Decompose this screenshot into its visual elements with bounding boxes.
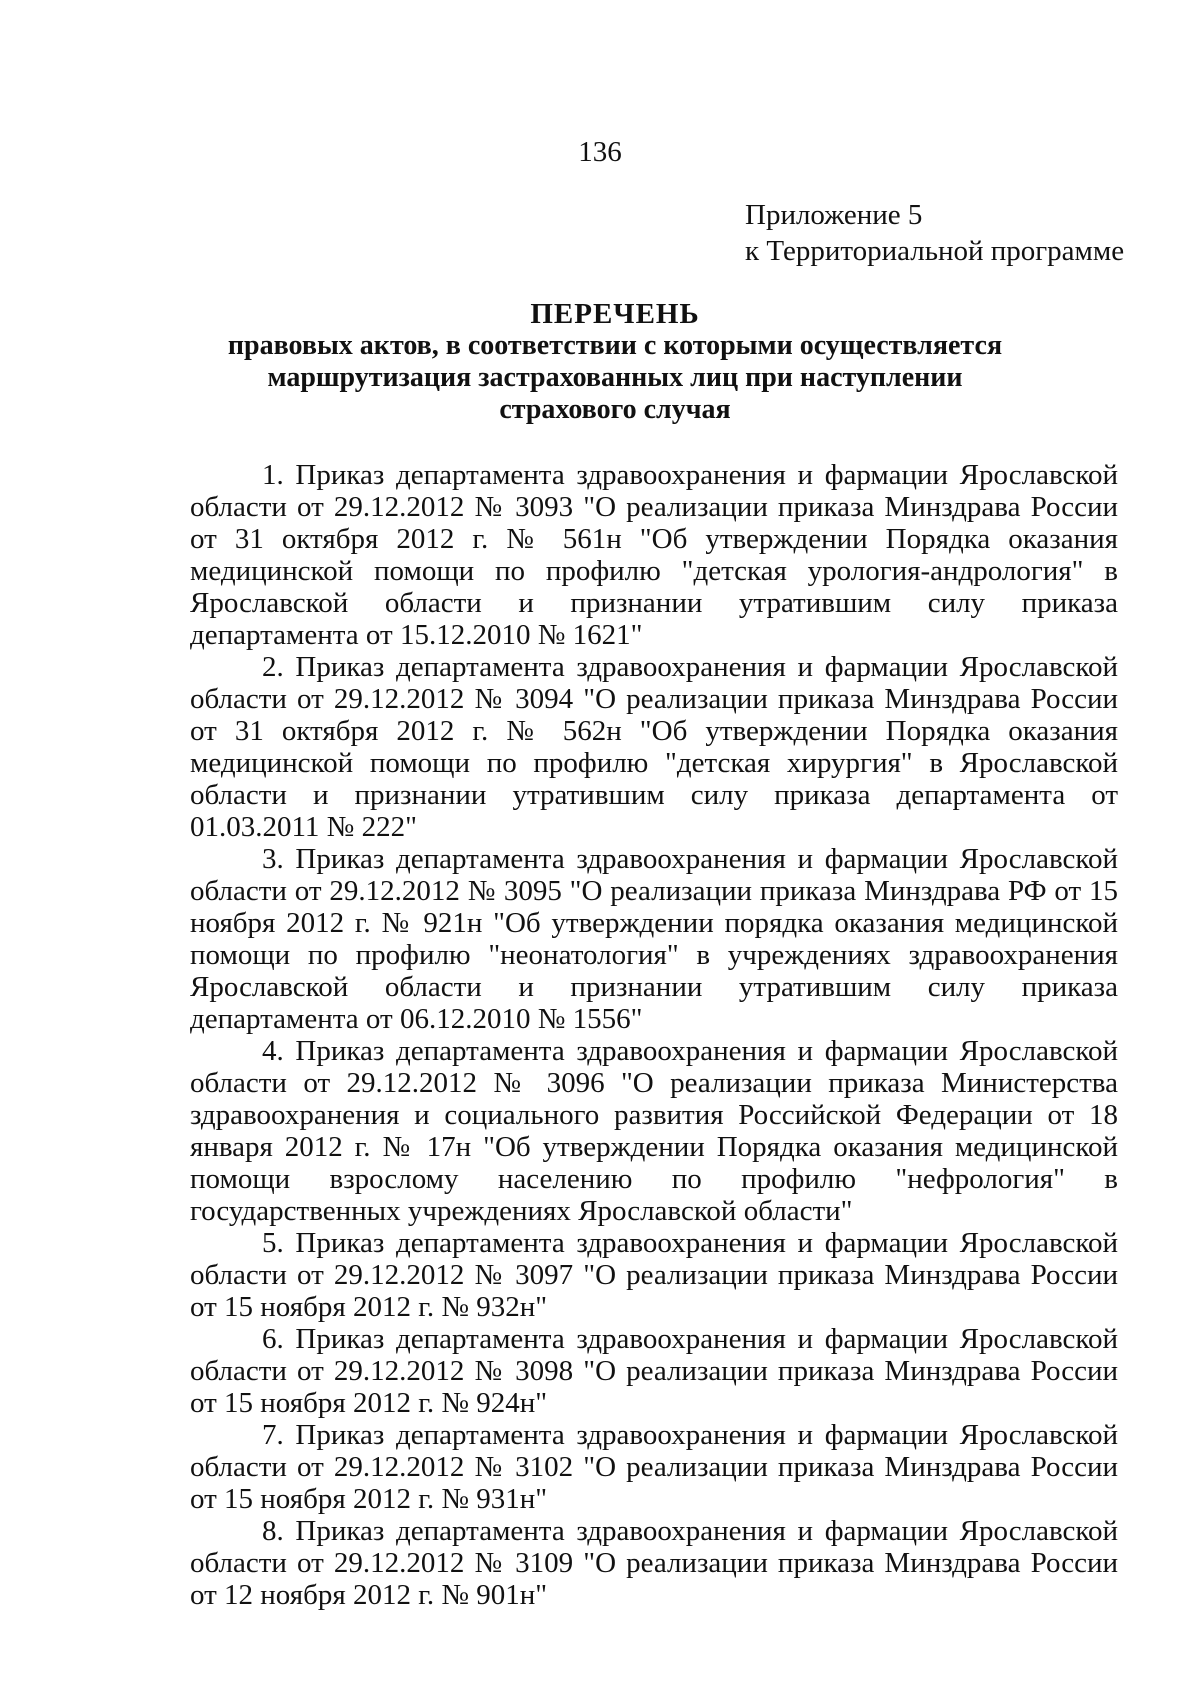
heading-line-3: страхового случая [499, 394, 731, 425]
document-heading [190, 298, 1040, 426]
list-item: 2. Приказ департамента здравоохранения и фармации Ярославской области от 29.12.2012 № 3094 "О реализации приказа Минздрава России от 31 октября 2012 г. № 562н "Об утверждении Порядка оказания медицинской помощи по профилю "детская хирургия" в Ярославской области и признании утратившим силу приказа департамента от 01.03.2011 № 222" [190, 651, 1118, 843]
list-item: 5. Приказ департамента здравоохранения и фармации Ярославской области от 29.12.2012 № 3097 "О реализации приказа Минздрава России от 15 ноября 2012 г. № 932н" [190, 1227, 1118, 1323]
legal-acts-list [190, 459, 1118, 1611]
page-number: 136 [578, 136, 622, 168]
heading-title: ПЕРЕЧЕНЬ [530, 298, 700, 330]
heading-line-2: маршрутизация застрахованных лиц при наступлении [267, 362, 963, 393]
list-item: 1. Приказ департамента здравоохранения и фармации Ярославской области от 29.12.2012 № 3093 "О реализации приказа Минздрава России от 31 октября 2012 г. № 561н "Об утверждении Порядка оказания медицинской помощи по профилю "детская урология-андрология" в Ярославской области и признании утратившим силу приказа департамента от 15.12.2010 № 1621" [190, 459, 1118, 651]
list-item: 4. Приказ департамента здравоохранения и фармации Ярославской области от 29.12.2012 № 3096 "О реализации приказа Министерства здравоохранения и социального развития Российской Федерации от 18 января 2012 г. № 17н "Об утверждении Порядка оказания медицинской помощи взрослому населению по профилю "нефрология" в государственных учреждениях Ярославской области" [190, 1035, 1118, 1227]
appendix-line-1: Приложение 5 [745, 199, 923, 231]
list-item: 8. Приказ департамента здравоохранения и фармации Ярославской области от 29.12.2012 № 3109 "О реализации приказа Минздрава России от 12 ноября 2012 г. № 901н" [190, 1515, 1118, 1611]
appendix-reference [745, 197, 1165, 269]
heading-line-1: правовых актов, в соответствии с которыми осуществляется [227, 330, 1003, 361]
list-item: 3. Приказ департамента здравоохранения и фармации Ярославской области от 29.12.2012 № 3095 "О реализации приказа Минздрава РФ от 15 ноября 2012 г. № 921н "Об утверждении порядка оказания медицинской помощи по профилю "неонатология" в учреждениях здравоохранения Ярославской области и признании утратившим силу приказа департамента от 06.12.2010 № 1556" [190, 843, 1118, 1035]
list-item: 7. Приказ департамента здравоохранения и фармации Ярославской области от 29.12.2012 № 3102 "О реализации приказа Минздрава России от 15 ноября 2012 г. № 931н" [190, 1419, 1118, 1515]
appendix-line-2: к Территориальной программе [745, 235, 1125, 267]
list-item: 6. Приказ департамента здравоохранения и фармации Ярославской области от 29.12.2012 № 3098 "О реализации приказа Минздрава России от 15 ноября 2012 г. № 924н" [190, 1323, 1118, 1419]
